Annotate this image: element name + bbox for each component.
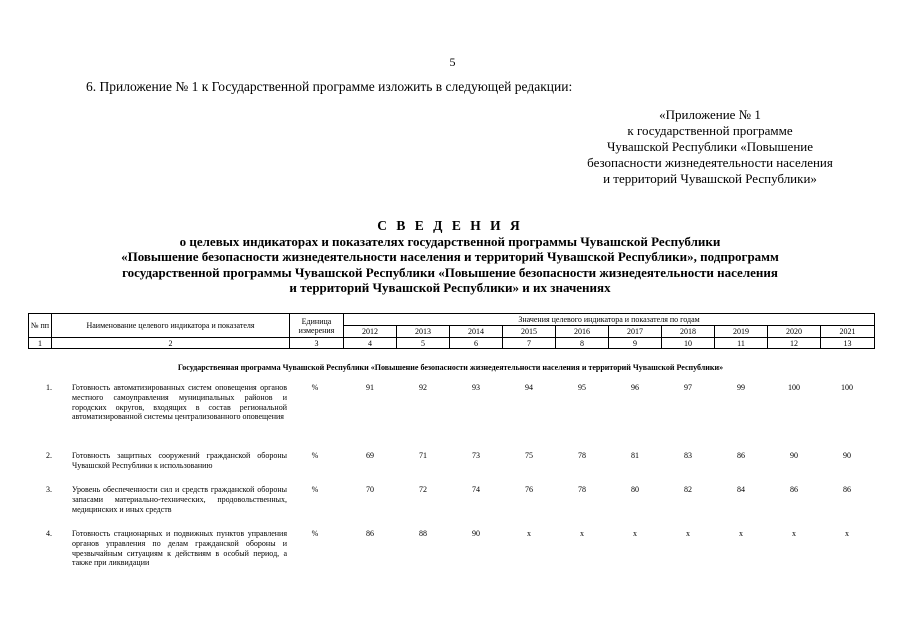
value-cell: 94 xyxy=(525,383,533,392)
value-cell: 81 xyxy=(631,451,639,460)
indicator-name: Готовность стационарных и подвижных пунктов управления органов управления по делам гражданской обороны и чрезвычайным ситуациям к действиям в особый период, а также при ликвидации xyxy=(72,529,287,568)
value-cell: 74 xyxy=(472,485,480,494)
column-number: 11 xyxy=(715,338,768,349)
table-row xyxy=(28,529,873,589)
value-cell: x xyxy=(845,529,849,538)
value-cell: 100 xyxy=(788,383,800,392)
value-cell: 95 xyxy=(578,383,586,392)
row-number: 4. xyxy=(46,529,52,538)
value-cell: 69 xyxy=(366,451,374,460)
value-cell: 86 xyxy=(737,451,745,460)
value-cell: 82 xyxy=(684,485,692,494)
value-cell: 90 xyxy=(472,529,480,538)
column-number: 9 xyxy=(609,338,662,349)
column-number: 2 xyxy=(52,338,290,349)
value-cell: 100 xyxy=(841,383,853,392)
indicators-table-header xyxy=(28,313,875,349)
appendix-line: безопасности жизнедеятельности населения xyxy=(587,155,833,170)
value-cell: x xyxy=(580,529,584,538)
year-header: 2013 xyxy=(397,326,450,338)
year-header: 2016 xyxy=(556,326,609,338)
column-number: 12 xyxy=(768,338,821,349)
column-number: 8 xyxy=(556,338,609,349)
value-cell: 97 xyxy=(684,383,692,392)
year-header: 2014 xyxy=(450,326,503,338)
heading-title: С В Е Д Е Н И Я xyxy=(377,218,523,233)
value-cell: 86 xyxy=(843,485,851,494)
column-number: 5 xyxy=(397,338,450,349)
indicator-unit: % xyxy=(311,383,319,392)
value-cell: x xyxy=(686,529,690,538)
year-header: 2012 xyxy=(344,326,397,338)
year-header: 2018 xyxy=(662,326,715,338)
column-number: 4 xyxy=(344,338,397,349)
heading-line: «Повышение безопасности жизнедеятельности населения и территорий Чувашской Республики», подпрограмм xyxy=(121,249,779,264)
column-number: 13 xyxy=(821,338,875,349)
year-header: 2021 xyxy=(821,326,875,338)
indicator-name: Уровень обеспеченности сил и средств гражданской обороны запасами материально-технических, продовольственных, медицинских и иных средств xyxy=(72,485,287,514)
column-number: 1 xyxy=(29,338,52,349)
indicator-unit: % xyxy=(311,529,319,538)
row-number: 3. xyxy=(46,485,52,494)
value-cell: x xyxy=(739,529,743,538)
indicator-name: Готовность защитных сооружений гражданской обороны Чувашской Республики к использованию xyxy=(72,451,287,470)
value-cell: 70 xyxy=(366,485,374,494)
value-cell: x xyxy=(633,529,637,538)
value-cell: 76 xyxy=(525,485,533,494)
year-header: 2015 xyxy=(503,326,556,338)
value-cell: 80 xyxy=(631,485,639,494)
value-cell: 88 xyxy=(419,529,427,538)
value-cell: 75 xyxy=(525,451,533,460)
row-number: 2. xyxy=(46,451,52,460)
heading-line: о целевых индикаторах и показателях государственной программы Чувашской Республики xyxy=(179,233,721,249)
value-cell: 91 xyxy=(366,383,374,392)
value-cell: 92 xyxy=(419,383,427,392)
value-cell: 96 xyxy=(631,383,639,392)
value-cell: 73 xyxy=(472,451,480,460)
col-header-number: № пп xyxy=(29,314,52,338)
col-header-values: Значения целевого индикатора и показателя по годам xyxy=(344,314,875,326)
column-number: 6 xyxy=(450,338,503,349)
year-header: 2017 xyxy=(609,326,662,338)
indicator-name: Готовность автоматизированных систем оповещения органов местного самоуправления муниципальных районов и городских округов, входящих в состав региональной автоматизированной системы централизованного оповещения xyxy=(72,383,287,422)
value-cell: 86 xyxy=(366,529,374,538)
column-number: 10 xyxy=(662,338,715,349)
value-cell: x xyxy=(527,529,531,538)
col-header-unit: Единица измерения xyxy=(290,314,344,338)
table-row xyxy=(28,383,873,443)
col-header-name: Наименование целевого индикатора и показателя xyxy=(52,314,290,338)
appendix-line: и территорий Чувашской Республики» xyxy=(603,171,817,186)
appendix-reference xyxy=(560,107,860,187)
value-cell: 71 xyxy=(419,451,427,460)
appendix-line: «Приложение № 1 xyxy=(659,107,761,122)
year-header: 2020 xyxy=(768,326,821,338)
value-cell: x xyxy=(792,529,796,538)
heading-line: государственной программы Чувашской Республики «Повышение безопасности жизнедеятельности населения xyxy=(122,264,778,280)
column-number: 7 xyxy=(503,338,556,349)
indicator-unit: % xyxy=(311,485,319,494)
value-cell: 72 xyxy=(419,485,427,494)
appendix-line: Чувашской Республики «Повышение xyxy=(606,139,814,154)
value-cell: 90 xyxy=(790,451,798,460)
page-number: 5 xyxy=(449,55,456,69)
column-number: 3 xyxy=(290,338,344,349)
section-title: Государственная программа Чувашской Республики «Повышение безопасности жизнедеятельности населения и территорий Чувашской Республики» xyxy=(177,363,724,372)
value-cell: 86 xyxy=(790,485,798,494)
row-number: 1. xyxy=(46,383,52,392)
value-cell: 83 xyxy=(684,451,692,460)
document-heading xyxy=(60,218,840,296)
appendix-line: к государственной программе xyxy=(627,123,793,138)
value-cell: 93 xyxy=(472,383,480,392)
value-cell: 90 xyxy=(843,451,851,460)
indicator-unit: % xyxy=(311,451,319,460)
value-cell: 99 xyxy=(737,383,745,392)
value-cell: 78 xyxy=(578,485,586,494)
year-header: 2019 xyxy=(715,326,768,338)
heading-line: и территорий Чувашской Республики» и их значениях xyxy=(289,280,611,295)
value-cell: 84 xyxy=(737,485,745,494)
intro-paragraph: 6. Приложение № 1 к Государственной программе изложить в следующей редакции: xyxy=(86,79,573,94)
value-cell: 78 xyxy=(578,451,586,460)
